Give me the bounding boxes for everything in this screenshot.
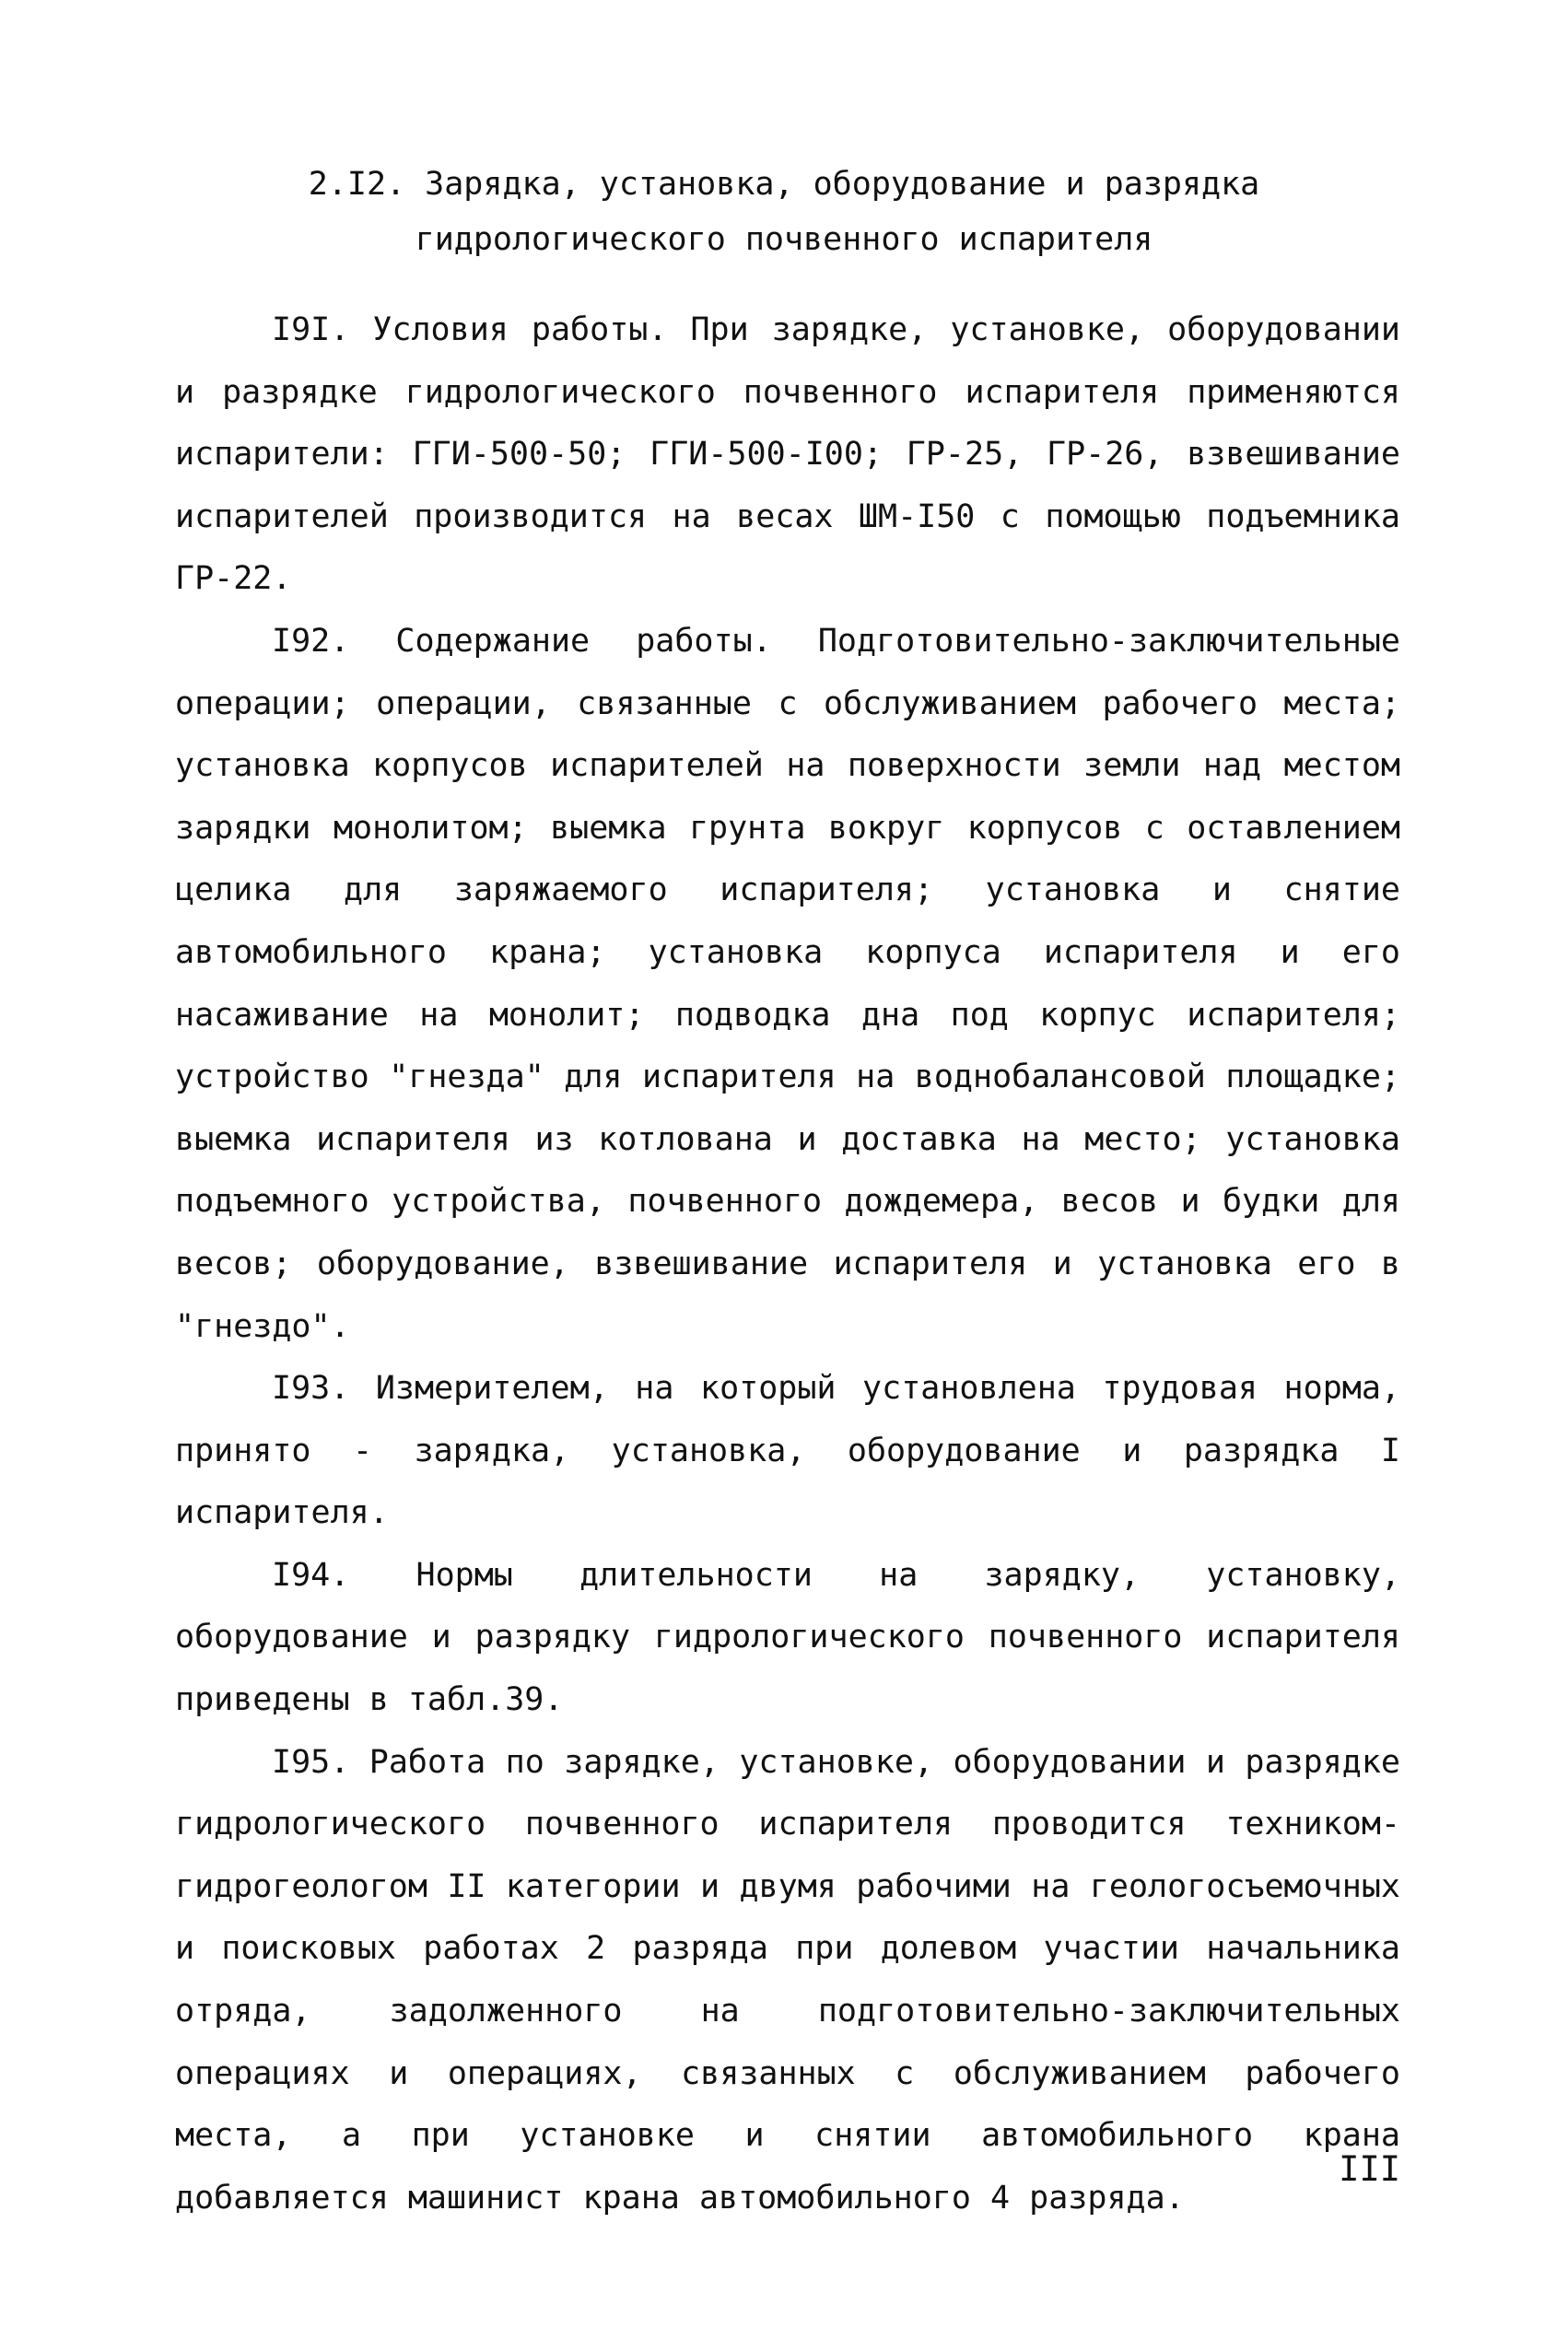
section-heading-line-2: гидрологического почвенного испарителя [415, 221, 1153, 258]
paragraph-195: I95. Работа по зарядке, установке, оборудовании и разрядке гидрологического почвенного испарителя проводится техником-гидрогеологом II категории и двумя рабочими на геологосъемочных и поисковых работах 2 разряда при долевом участии начальника отряда, задолженного на подготовительно-заключительных операциях и операциях, связанных с обслуживанием рабочего места, а при установке и снятии автомобильного крана добавляется машинист крана автомобильного 4 разряда. [175, 1743, 1400, 2217]
section-heading [184, 157, 1384, 267]
section-heading-line-1: 2.I2. Зарядка, установка, оборудование и разрядка [308, 166, 1260, 203]
page-number: III [1339, 2149, 1400, 2189]
paragraph-193: I93. Измерителем, на который установлена трудовая норма, принято - зарядка, установка, оборудование и разрядка I испарителя. [175, 1370, 1400, 1532]
paragraph-194: I94. Нормы длительности на зарядку, установку, оборудование и разрядку гидрологического почвенного испарителя приведены в табл.39. [175, 1556, 1400, 1719]
paragraph-192: I92. Содержание работы. Подготовительно-заключительные операции; операции, связанные с обслуживанием рабочего места; установка корпусов испарителей на поверхности земли над местом зарядки монолитом; выемка грунта вокруг корпусов с оставлением целика для заряжаемого испарителя; установка и снятие автомобильного крана; установка корпуса испарителя и его насаживание на монолит; подводка дна под корпус испарителя; устройство "гнезда" для испарителя на воднобалансовой площадке; выемка испарителя из котлована и доставка на место; установка подъемного устройства, почвенного дождемера, весов и будки для весов; оборудование, взвешивание испарителя и установка его в "гнездо". [175, 622, 1400, 1345]
paragraph-191: I9I. Условия работы. При зарядке, установке, оборудовании и разрядке гидрологического почвенного испарителя применяются испарители: ГГИ-500-50; ГГИ-500-I00; ГР-25, ГР-26, взвешивание испарителей производится на весах ШМ-I50 с помощью подъемника ГР-22. [175, 311, 1400, 598]
body-text [175, 299, 1400, 2229]
